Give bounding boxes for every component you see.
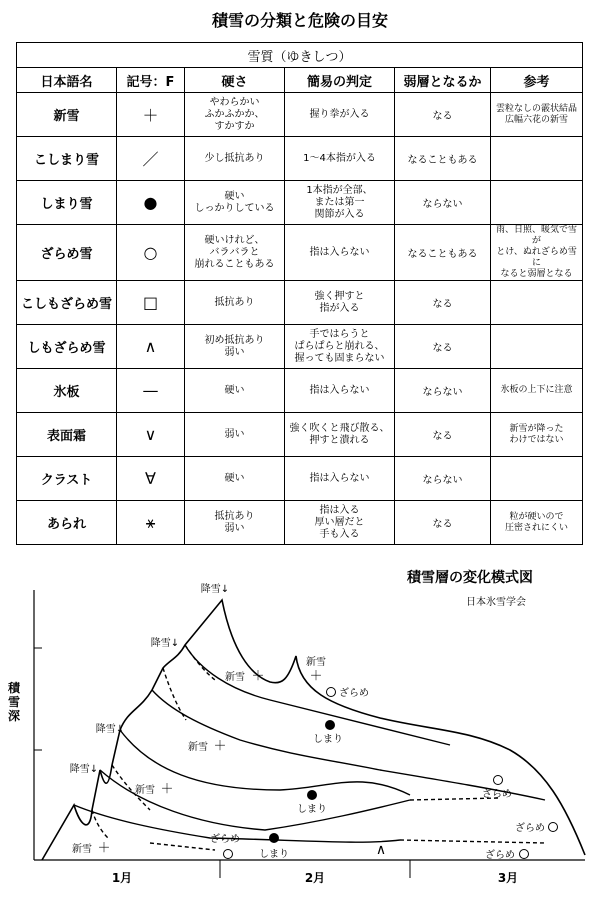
- row-hardness: 抵抗あり 弱い: [185, 501, 285, 545]
- settled-label: しまり: [297, 804, 327, 815]
- granular-label: ざらめ: [339, 688, 369, 699]
- settled-label: しまり: [313, 734, 343, 745]
- row-judge: 手ではらうと ぱらぱらと崩れる、 握っても固まらない: [285, 325, 395, 369]
- table-group-header: 雪質（ゆきしつ）: [17, 43, 583, 68]
- row-symbol: ⚹: [117, 501, 185, 545]
- row-name: しまり雪: [17, 181, 117, 225]
- snowfall-label: 降雪↓: [150, 638, 180, 649]
- row-judge: 強く吹くと飛び散る、 押すと潰れる: [285, 413, 395, 457]
- granular-mark: [224, 850, 233, 859]
- row-symbol: ／: [117, 137, 185, 181]
- new-snow-symbol: ＋: [160, 782, 174, 797]
- new-snow-label: 新雪: [188, 742, 208, 753]
- row-hardness: 硬い: [185, 457, 285, 501]
- row-name: しもざらめ雪: [17, 325, 117, 369]
- row-reference: 新雪が降った わけではない: [491, 413, 583, 457]
- layer-line-dashed: [185, 645, 215, 680]
- table-row: [17, 181, 583, 225]
- table-row: [17, 93, 583, 137]
- table-row: [17, 457, 583, 501]
- row-name: こしまり雪: [17, 137, 117, 181]
- table-row: [17, 369, 583, 413]
- row-weak-layer: なる: [395, 413, 491, 457]
- layer-line-dashed: [400, 840, 545, 843]
- settled-label: しまり: [259, 849, 289, 860]
- row-weak-layer: なることもある: [395, 137, 491, 181]
- table-header-row: [17, 68, 583, 93]
- new-snow-label: 新雪: [72, 844, 92, 855]
- row-weak-layer: なる: [395, 501, 491, 545]
- row-hardness: 初め抵抗あり 弱い: [185, 325, 285, 369]
- svg-text:深: 深: [7, 709, 21, 723]
- layer-line-dashed: [150, 843, 215, 850]
- row-weak-layer: ならない: [395, 181, 491, 225]
- column-header-weak-layer: 弱層となるか: [395, 68, 491, 93]
- new-snow-label: 新雪: [225, 672, 245, 683]
- row-symbol: □: [117, 281, 185, 325]
- month-label-mar: 3月: [497, 871, 519, 885]
- row-name: 氷板: [17, 369, 117, 413]
- svg-text:雪: 雪: [7, 695, 21, 709]
- row-hardness: 硬い: [185, 369, 285, 413]
- row-judge: 1本指が全部、 または第一 関節が入る: [285, 181, 395, 225]
- column-header-symbol: 記号：F: [117, 68, 185, 93]
- row-weak-layer: なる: [395, 93, 491, 137]
- row-reference: [491, 325, 583, 369]
- granular-label: ざらめ: [485, 850, 515, 861]
- row-hardness: 抵抗あり: [185, 281, 285, 325]
- table-row: [17, 325, 583, 369]
- table-row: [17, 137, 583, 181]
- row-symbol: ○: [117, 225, 185, 281]
- snow-layer-diagram: [0, 560, 600, 900]
- column-header-reference: 参考: [491, 68, 583, 93]
- row-symbol: ●: [117, 181, 185, 225]
- row-name: クラスト: [17, 457, 117, 501]
- depth-hoar-mark: ∧: [375, 842, 387, 858]
- row-reference: 粒が硬いので 圧密されにくい: [491, 501, 583, 545]
- snowfall-label: 降雪↓: [69, 764, 99, 775]
- row-reference: 雲粒なしの霰状結晶 広幅六花の新雪: [491, 93, 583, 137]
- table-row: [17, 501, 583, 545]
- row-hardness: やわらかい ふかふかか、 すかすか: [185, 93, 285, 137]
- row-hardness: 硬い しっかりしている: [185, 181, 285, 225]
- row-judge: 指は入る 厚い層だと 手も入る: [285, 501, 395, 545]
- granular-mark: [520, 850, 529, 859]
- granular-label: ざらめ: [482, 789, 512, 800]
- column-header-judge: 簡易の判定: [285, 68, 395, 93]
- new-snow-label: 新雪: [135, 785, 155, 796]
- row-hardness: 硬いけれど、 バラバラと 崩れることもある: [185, 225, 285, 281]
- layer-line: [100, 770, 410, 830]
- table-row: [17, 281, 583, 325]
- snow-classification-table: [16, 42, 583, 545]
- new-snow-symbol: ＋: [97, 841, 111, 856]
- row-weak-layer: なる: [395, 281, 491, 325]
- column-header-name: 日本語名: [17, 68, 117, 93]
- row-reference: [491, 181, 583, 225]
- new-snow-label: 新雪: [306, 657, 326, 668]
- row-judge: 指は入らない: [285, 457, 395, 501]
- row-judge: 指は入らない: [285, 225, 395, 281]
- row-judge: 強く押すと 指が入る: [285, 281, 395, 325]
- row-judge: 指は入らない: [285, 369, 395, 413]
- row-weak-layer: ならない: [395, 369, 491, 413]
- row-symbol: ∀: [117, 457, 185, 501]
- new-snow-symbol: ＋: [213, 739, 227, 754]
- y-axis-label: [7, 680, 21, 723]
- row-name: ざらめ雪: [17, 225, 117, 281]
- row-symbol: ∨: [117, 413, 185, 457]
- layer-line-dashed: [163, 668, 186, 720]
- granular-mark: [327, 688, 336, 697]
- page-title: 積雪の分類と危険の目安: [211, 11, 388, 30]
- row-hardness: 弱い: [185, 413, 285, 457]
- snowfall-label: 降雪↓: [200, 584, 230, 595]
- row-weak-layer: なる: [395, 325, 491, 369]
- settled-mark: [307, 790, 317, 800]
- row-weak-layer: なることもある: [395, 225, 491, 281]
- granular-label: ざらめ: [515, 823, 545, 834]
- row-hardness: 少し抵抗あり: [185, 137, 285, 181]
- table-row: [17, 225, 583, 281]
- table-row: [17, 413, 583, 457]
- row-reference: 氷板の上下に注意: [491, 369, 583, 413]
- row-name: 表面霜: [17, 413, 117, 457]
- new-snow-symbol: ＋: [251, 669, 265, 684]
- granular-mark: [494, 776, 503, 785]
- row-reference: [491, 457, 583, 501]
- row-symbol: —: [117, 369, 185, 413]
- settled-mark: [325, 720, 335, 730]
- diagram-title: 積雪層の変化模式図: [407, 570, 533, 586]
- row-reference: [491, 281, 583, 325]
- row-weak-layer: ならない: [395, 457, 491, 501]
- settled-mark: [269, 833, 279, 843]
- diagram-source: 日本氷雪学会: [466, 597, 526, 608]
- row-name: こしもざらめ雪: [17, 281, 117, 325]
- row-name: 新雪: [17, 93, 117, 137]
- snowfall-label: 降雪↓: [95, 724, 125, 735]
- month-label-feb: 2月: [304, 871, 326, 885]
- granular-label: ざらめ: [210, 834, 240, 845]
- column-header-hardness: 硬さ: [185, 68, 285, 93]
- granular-mark: [549, 823, 558, 832]
- svg-text:積: 積: [7, 681, 21, 695]
- row-judge: 1～4本指が入る: [285, 137, 395, 181]
- row-reference: [491, 137, 583, 181]
- new-snow-symbol: ＋: [309, 669, 323, 684]
- row-symbol: ∧: [117, 325, 185, 369]
- row-judge: 握り拳が入る: [285, 93, 395, 137]
- row-name: あられ: [17, 501, 117, 545]
- month-label-jan: 1月: [111, 871, 133, 885]
- row-reference: 雨、日照、暖気で雪が とけ、ぬれざらめ雪に なると弱層となる: [491, 225, 583, 281]
- row-symbol: ＋: [117, 93, 185, 137]
